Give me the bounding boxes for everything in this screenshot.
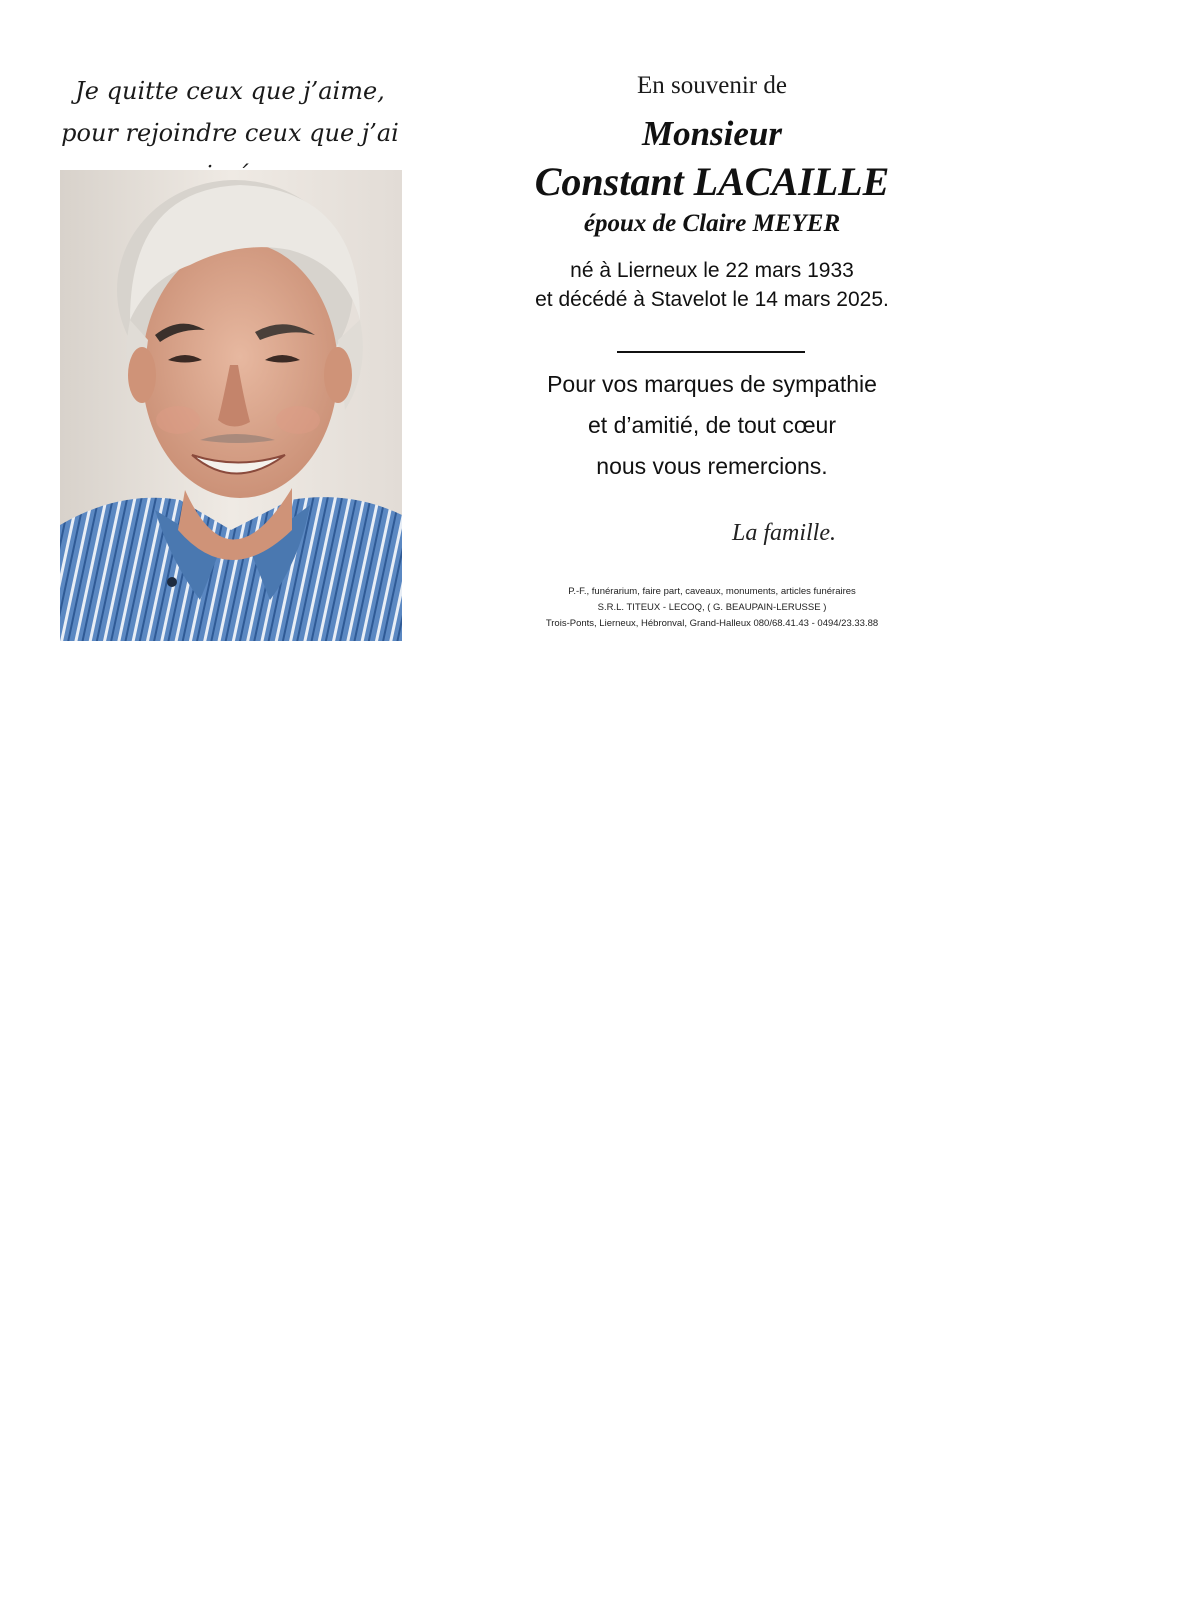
birth-line: né à Lierneux le 22 mars 1933 xyxy=(570,259,854,282)
quote-line-1: Je quitte ceux que j’aime, xyxy=(75,77,385,105)
life-dates xyxy=(462,256,962,314)
family-signature: La famille. xyxy=(732,520,837,546)
divider xyxy=(617,351,805,353)
footer-line-3: Trois-Ponts, Lierneux, Hébronval, Grand-Halleux 080/68.41.43 - 0494/23.33.88 xyxy=(545,618,879,629)
intro-text: En souvenir de xyxy=(637,72,787,99)
footer-line-2: S.R.L. TITEUX - LECOQ, ( G. BEAUPAIN-LERUSSE ) xyxy=(597,602,827,613)
thanks-line-1: Pour vos marques de sympathie xyxy=(547,371,877,397)
deceased-name: Constant LACAILLE xyxy=(534,159,890,204)
spouse-line: époux de Claire MEYER xyxy=(583,210,841,237)
thanks-line-3: nous vous remercions. xyxy=(596,453,828,479)
footer-line-1: P.-F., funérarium, faire part, caveaux, monuments, articles funéraires xyxy=(568,586,856,597)
death-line: et décédé à Stavelot le 14 mars 2025. xyxy=(535,288,889,311)
quote-line-2: pour rejoindre ceux que j’ai xyxy=(61,119,399,147)
honorific: Monsieur xyxy=(641,114,783,153)
thanks-message xyxy=(462,364,962,487)
portrait-photo xyxy=(60,170,402,641)
thanks-line-2: et d’amitié, de tout cœur xyxy=(588,412,836,438)
funeral-home-footer xyxy=(462,584,962,632)
